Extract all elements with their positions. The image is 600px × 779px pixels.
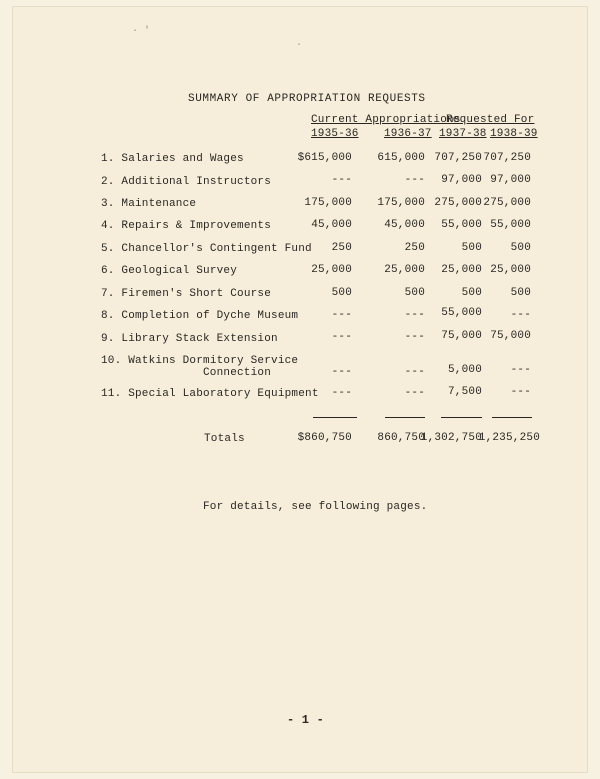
header-year-1935-36: 1935-36 [311, 128, 359, 140]
row-label-continuation: Connection [203, 367, 272, 379]
cell-1938-39: --- [510, 309, 531, 321]
total-rule [385, 417, 425, 418]
cell-1937-38: 5,000 [447, 364, 482, 376]
total-1937-38: 1,302,750 [420, 432, 482, 444]
cell-1936-37: 615,000 [377, 152, 425, 164]
totals-label: Totals [204, 433, 245, 445]
cell-1935-36: $615,000 [297, 152, 352, 164]
cell-1936-37: 250 [404, 242, 425, 254]
cell-1938-39: 75,000 [490, 330, 531, 342]
row-label: 5. Chancellor's Contingent Fund [101, 243, 312, 255]
paper-speck: · [296, 40, 303, 51]
header-year-1936-37: 1936-37 [384, 128, 432, 140]
cell-1936-37: --- [404, 309, 425, 321]
cell-1936-37: 175,000 [377, 197, 425, 209]
row-label: 1. Salaries and Wages [101, 153, 244, 165]
footnote: For details, see following pages. [203, 501, 428, 513]
cell-1937-38: 500 [461, 287, 482, 299]
total-1935-36: $860,750 [297, 432, 352, 444]
total-rule [313, 417, 357, 418]
row-label: 4. Repairs & Improvements [101, 220, 272, 232]
page-number: - 1 - [287, 713, 325, 727]
header-current-appropriations: Current Appropriations [311, 114, 461, 126]
cell-1938-39: --- [510, 364, 531, 376]
cell-1936-37: 45,000 [384, 219, 425, 231]
total-rule [492, 417, 532, 418]
cell-1937-38: 75,000 [441, 330, 482, 342]
cell-1937-38: 97,000 [441, 174, 482, 186]
row-label: 7. Firemen's Short Course [101, 288, 272, 300]
cell-1935-36: 175,000 [304, 197, 352, 209]
cell-1935-36: --- [331, 331, 352, 343]
cell-1935-36: 250 [331, 242, 352, 254]
header-requested-for: Requested For [446, 114, 535, 126]
cell-1936-37: 25,000 [384, 264, 425, 276]
cell-1938-39: 707,250 [483, 152, 531, 164]
punch-mark: · ' [132, 26, 151, 37]
cell-1936-37: --- [404, 387, 425, 399]
cell-1935-36: 25,000 [311, 264, 352, 276]
cell-1935-36: 500 [331, 287, 352, 299]
cell-1935-36: 45,000 [311, 219, 352, 231]
cell-1935-36: --- [331, 309, 352, 321]
row-label: 11. Special Laboratory Equipment [101, 388, 319, 400]
row-label: 3. Maintenance [101, 198, 197, 210]
cell-1935-36: --- [331, 174, 352, 186]
cell-1937-38: 55,000 [441, 219, 482, 231]
cell-1937-38: 500 [461, 242, 482, 254]
cell-1936-37: 500 [404, 287, 425, 299]
cell-1936-37: --- [404, 174, 425, 186]
cell-1938-39: --- [510, 386, 531, 398]
cell-1938-39: 275,000 [483, 197, 531, 209]
cell-1936-37: --- [404, 331, 425, 343]
cell-1935-36: --- [331, 387, 352, 399]
total-1938-39: 1,235,250 [478, 432, 540, 444]
row-label: 2. Additional Instructors [101, 176, 272, 188]
total-rule [441, 417, 482, 418]
cell-1937-38: 707,250 [434, 152, 482, 164]
header-year-1937-38: 1937-38 [439, 128, 487, 140]
cell-1937-38: 25,000 [441, 264, 482, 276]
row-label: 6. Geological Survey [101, 265, 238, 277]
cell-1938-39: 25,000 [490, 264, 531, 276]
cell-1938-39: 500 [510, 287, 531, 299]
cell-1937-38: 7,500 [447, 386, 482, 398]
cell-1937-38: 275,000 [434, 197, 482, 209]
cell-1936-37: --- [404, 366, 425, 378]
row-label: 10. Watkins Dormitory Service [101, 355, 299, 367]
cell-1935-36: --- [331, 366, 352, 378]
header-year-1938-39: 1938-39 [490, 128, 538, 140]
cell-1938-39: 55,000 [490, 219, 531, 231]
row-label: 9. Library Stack Extension [101, 333, 278, 345]
cell-1938-39: 97,000 [490, 174, 531, 186]
row-label: 8. Completion of Dyche Museum [101, 310, 299, 322]
total-1936-37: 860,750 [377, 432, 425, 444]
cell-1937-38: 55,000 [441, 307, 482, 319]
cell-1938-39: 500 [510, 242, 531, 254]
document-title: SUMMARY OF APPROPRIATION REQUESTS [188, 93, 426, 105]
